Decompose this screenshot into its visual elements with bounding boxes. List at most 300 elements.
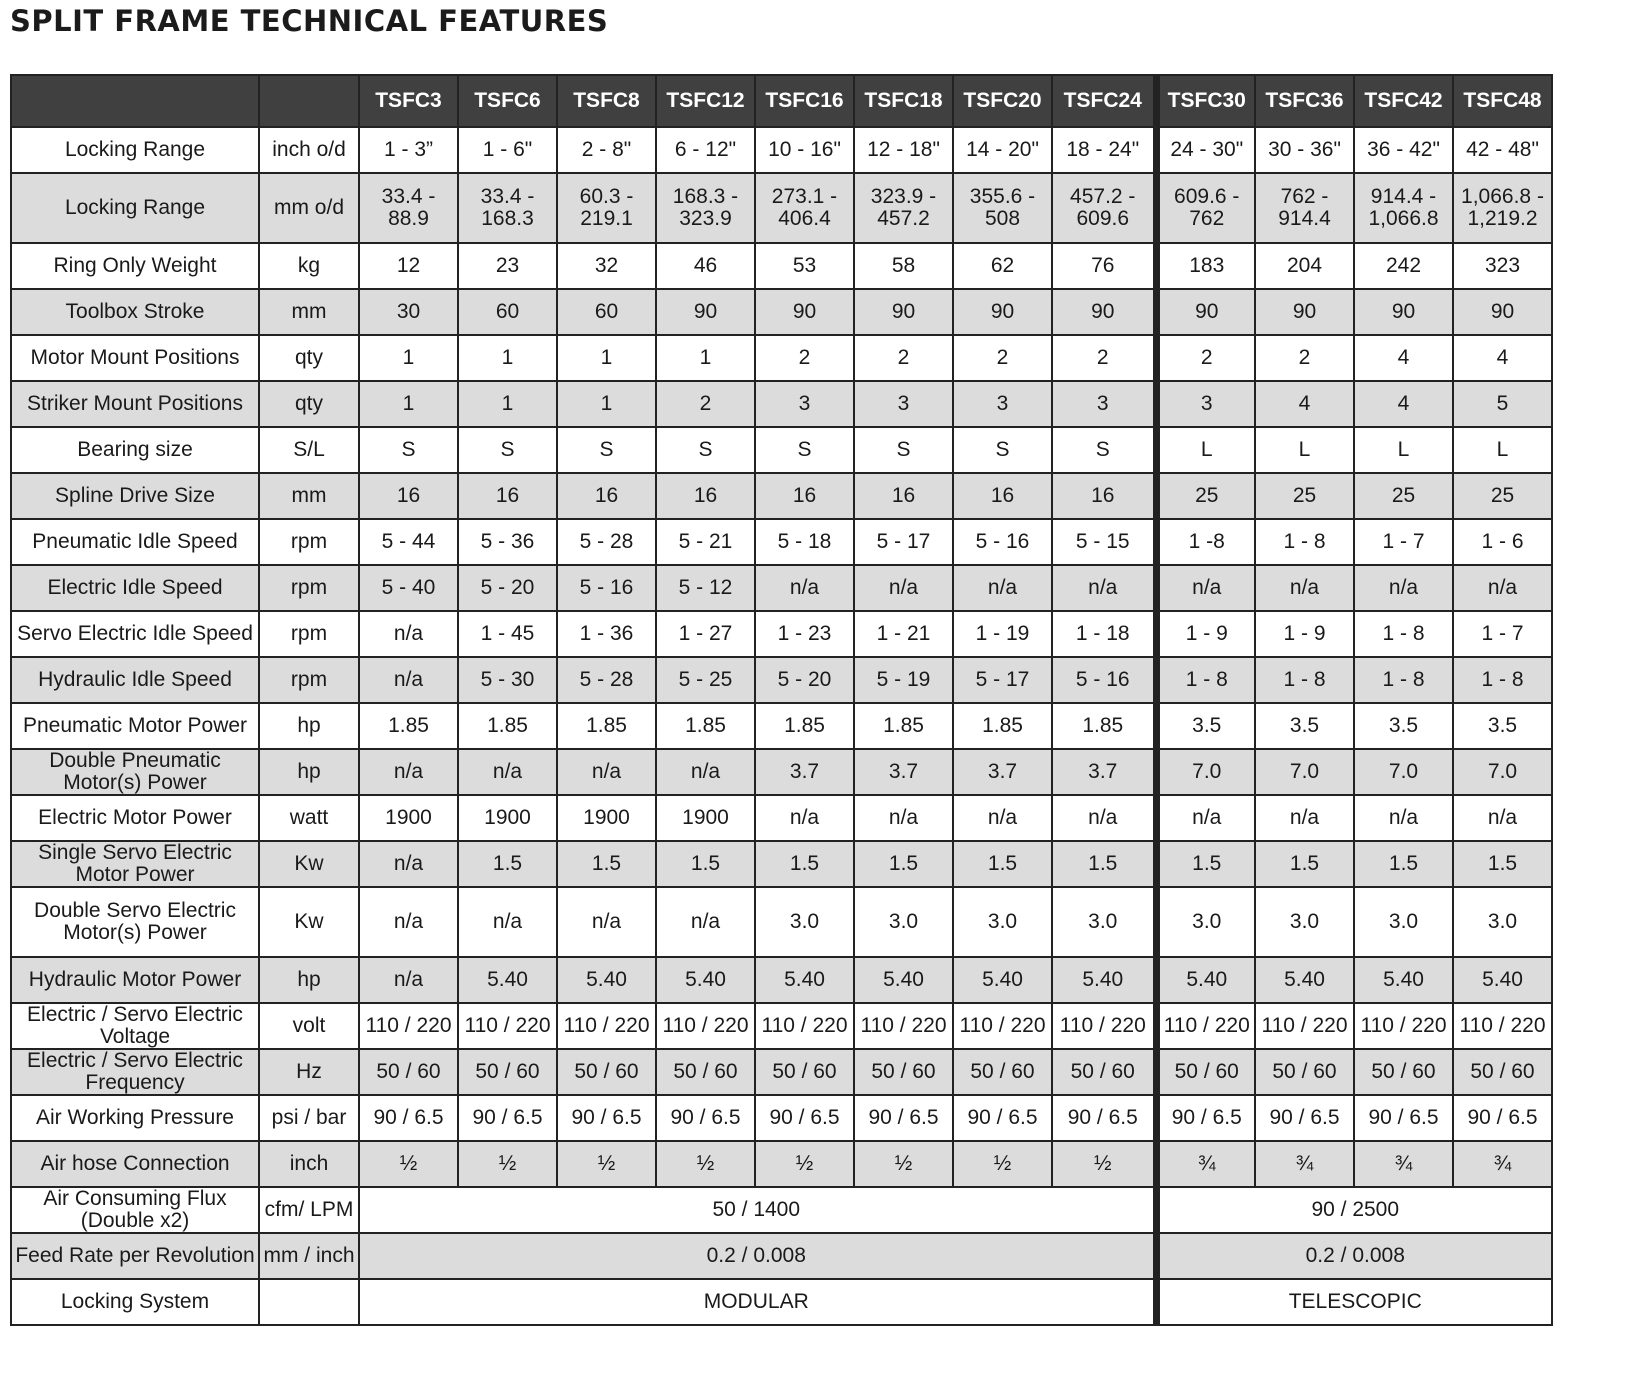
value-cell: 1 - 6" bbox=[458, 127, 557, 173]
value-cell: S bbox=[755, 427, 854, 473]
value-cell: 90 / 6.5 bbox=[755, 1095, 854, 1141]
value-cell: 1 - 8 bbox=[1255, 519, 1354, 565]
value-cell: 5 - 15 bbox=[1052, 519, 1156, 565]
value-cell: 16 bbox=[1052, 473, 1156, 519]
value-cell: 1900 bbox=[656, 795, 755, 841]
value-cell: 30 bbox=[359, 289, 458, 335]
value-cell: n/a bbox=[755, 795, 854, 841]
value-cell: ¾ bbox=[1354, 1141, 1453, 1187]
value-cell: n/a bbox=[359, 957, 458, 1003]
model-header-tsfc12: TSFC12 bbox=[656, 75, 755, 127]
value-cell: n/a bbox=[458, 749, 557, 795]
value-cell: n/a bbox=[854, 565, 953, 611]
row-unit: qty bbox=[259, 335, 359, 381]
table-row bbox=[11, 795, 1552, 841]
value-cell: 16 bbox=[458, 473, 557, 519]
value-cell: 7.0 bbox=[1156, 749, 1255, 795]
value-cell: 3 bbox=[1052, 381, 1156, 427]
value-cell: n/a bbox=[557, 749, 656, 795]
value-cell: 25 bbox=[1156, 473, 1255, 519]
row-label: Single Servo Electric Motor Power bbox=[11, 841, 259, 887]
value-cell: 3.0 bbox=[854, 887, 953, 957]
value-cell: 1.5 bbox=[1052, 841, 1156, 887]
value-cell: 2 bbox=[953, 335, 1052, 381]
value-cell: n/a bbox=[854, 795, 953, 841]
table-row bbox=[11, 1187, 1552, 1233]
value-cell: 50 / 60 bbox=[1453, 1049, 1552, 1095]
value-cell: n/a bbox=[359, 611, 458, 657]
value-cell: 90 / 6.5 bbox=[557, 1095, 656, 1141]
value-cell: n/a bbox=[359, 749, 458, 795]
value-cell: 5 - 18 bbox=[755, 519, 854, 565]
value-cell: 2 bbox=[1255, 335, 1354, 381]
table-row bbox=[11, 887, 1552, 957]
value-cell: 1 - 7 bbox=[1453, 611, 1552, 657]
value-cell: n/a bbox=[656, 749, 755, 795]
value-cell: ¾ bbox=[1156, 1141, 1255, 1187]
value-cell: 90 bbox=[953, 289, 1052, 335]
value-cell: 23 bbox=[458, 243, 557, 289]
value-cell: 1 - 8 bbox=[1354, 611, 1453, 657]
value-cell: 3.7 bbox=[953, 749, 1052, 795]
value-cell: 90 / 6.5 bbox=[1354, 1095, 1453, 1141]
value-cell: 90 / 6.5 bbox=[1255, 1095, 1354, 1141]
value-cell: n/a bbox=[1453, 565, 1552, 611]
value-cell: 1 bbox=[458, 335, 557, 381]
value-cell: 16 bbox=[953, 473, 1052, 519]
value-cell: 3 bbox=[854, 381, 953, 427]
value-cell: 58 bbox=[854, 243, 953, 289]
value-cell: 62 bbox=[953, 243, 1052, 289]
value-cell: 10 - 16" bbox=[755, 127, 854, 173]
value-cell: 1.5 bbox=[1453, 841, 1552, 887]
table-row bbox=[11, 1233, 1552, 1279]
value-cell: 90 bbox=[656, 289, 755, 335]
row-label: Air Working Pressure bbox=[11, 1095, 259, 1141]
value-cell: 6 - 12" bbox=[656, 127, 755, 173]
group-value-modular-range: 0.2 / 0.008 bbox=[359, 1233, 1156, 1279]
value-cell: 5.40 bbox=[953, 957, 1052, 1003]
table-row bbox=[11, 1049, 1552, 1095]
table-row bbox=[11, 381, 1552, 427]
value-cell: 30 - 36" bbox=[1255, 127, 1354, 173]
table-row bbox=[11, 473, 1552, 519]
row-label: Hydraulic Motor Power bbox=[11, 957, 259, 1003]
value-cell: n/a bbox=[1354, 565, 1453, 611]
value-cell: 4 bbox=[1354, 335, 1453, 381]
value-cell: 5.40 bbox=[755, 957, 854, 1003]
value-cell: 60 bbox=[458, 289, 557, 335]
value-cell: S bbox=[656, 427, 755, 473]
table-row bbox=[11, 957, 1552, 1003]
value-cell: ½ bbox=[557, 1141, 656, 1187]
value-cell: 33.4 - 168.3 bbox=[458, 173, 557, 243]
value-cell: n/a bbox=[953, 795, 1052, 841]
table-row bbox=[11, 173, 1552, 243]
row-unit: hp bbox=[259, 749, 359, 795]
group-value-telescopic-range: 90 / 2500 bbox=[1156, 1187, 1552, 1233]
value-cell: 90 / 6.5 bbox=[1052, 1095, 1156, 1141]
model-header-tsfc48: TSFC48 bbox=[1453, 75, 1552, 127]
value-cell: n/a bbox=[1156, 795, 1255, 841]
value-cell: 1 - 8 bbox=[1255, 657, 1354, 703]
page-title: SPLIT FRAME TECHNICAL FEATURES bbox=[10, 4, 609, 38]
row-unit: S/L bbox=[259, 427, 359, 473]
row-label: Servo Electric Idle Speed bbox=[11, 611, 259, 657]
value-cell: n/a bbox=[1453, 795, 1552, 841]
value-cell: ½ bbox=[359, 1141, 458, 1187]
model-header-tsfc42: TSFC42 bbox=[1354, 75, 1453, 127]
row-label: Electric / Servo Electric Frequency bbox=[11, 1049, 259, 1095]
value-cell: 76 bbox=[1052, 243, 1156, 289]
value-cell: 5 - 16 bbox=[953, 519, 1052, 565]
value-cell: 3.7 bbox=[854, 749, 953, 795]
row-unit: mm bbox=[259, 473, 359, 519]
value-cell: 90 bbox=[755, 289, 854, 335]
value-cell: 25 bbox=[1255, 473, 1354, 519]
model-header-tsfc24: TSFC24 bbox=[1052, 75, 1156, 127]
value-cell: 90 / 6.5 bbox=[854, 1095, 953, 1141]
row-label: Hydraulic Idle Speed bbox=[11, 657, 259, 703]
value-cell: L bbox=[1354, 427, 1453, 473]
value-cell: ½ bbox=[1052, 1141, 1156, 1187]
value-cell: 914.4 - 1,066.8 bbox=[1354, 173, 1453, 243]
row-unit: mm o/d bbox=[259, 173, 359, 243]
row-label: Air Consuming Flux (Double x2) bbox=[11, 1187, 259, 1233]
value-cell: 1 bbox=[359, 335, 458, 381]
value-cell: 3.0 bbox=[1453, 887, 1552, 957]
value-cell: 1 bbox=[656, 335, 755, 381]
value-cell: 1 - 21 bbox=[854, 611, 953, 657]
value-cell: 50 / 60 bbox=[1354, 1049, 1453, 1095]
value-cell: 1 bbox=[557, 335, 656, 381]
row-unit: rpm bbox=[259, 519, 359, 565]
row-label: Electric Motor Power bbox=[11, 795, 259, 841]
row-unit: mm / inch bbox=[259, 1233, 359, 1279]
value-cell: S bbox=[458, 427, 557, 473]
row-label: Bearing size bbox=[11, 427, 259, 473]
value-cell: 5.40 bbox=[458, 957, 557, 1003]
table-row bbox=[11, 1279, 1552, 1325]
row-label: Locking Range bbox=[11, 173, 259, 243]
value-cell: 1.5 bbox=[1255, 841, 1354, 887]
value-cell: 5.40 bbox=[656, 957, 755, 1003]
value-cell: 5 - 17 bbox=[953, 657, 1052, 703]
value-cell: 2 bbox=[755, 335, 854, 381]
value-cell: 1 - 8 bbox=[1156, 657, 1255, 703]
value-cell: 5 - 28 bbox=[557, 657, 656, 703]
value-cell: 5 - 36 bbox=[458, 519, 557, 565]
value-cell: 5 - 21 bbox=[656, 519, 755, 565]
value-cell: 1.5 bbox=[953, 841, 1052, 887]
value-cell: 90 / 6.5 bbox=[458, 1095, 557, 1141]
value-cell: 5 - 20 bbox=[458, 565, 557, 611]
value-cell: S bbox=[1052, 427, 1156, 473]
row-unit: hp bbox=[259, 703, 359, 749]
row-unit: cfm/ LPM bbox=[259, 1187, 359, 1233]
value-cell: 609.6 - 762 bbox=[1156, 173, 1255, 243]
row-label: Feed Rate per Revolution bbox=[11, 1233, 259, 1279]
value-cell: n/a bbox=[557, 887, 656, 957]
technical-features-table bbox=[10, 74, 1553, 1326]
value-cell: L bbox=[1453, 427, 1552, 473]
model-header-tsfc6: TSFC6 bbox=[458, 75, 557, 127]
value-cell: 16 bbox=[854, 473, 953, 519]
value-cell: 14 - 20" bbox=[953, 127, 1052, 173]
row-label: Motor Mount Positions bbox=[11, 335, 259, 381]
value-cell: n/a bbox=[458, 887, 557, 957]
value-cell: 1.85 bbox=[854, 703, 953, 749]
value-cell: 50 / 60 bbox=[359, 1049, 458, 1095]
value-cell: 1.85 bbox=[458, 703, 557, 749]
value-cell: 5 - 28 bbox=[557, 519, 656, 565]
value-cell: 5.40 bbox=[1255, 957, 1354, 1003]
value-cell: 323 bbox=[1453, 243, 1552, 289]
value-cell: n/a bbox=[656, 887, 755, 957]
value-cell: 110 / 220 bbox=[854, 1003, 953, 1049]
value-cell: 457.2 - 609.6 bbox=[1052, 173, 1156, 243]
table-row bbox=[11, 703, 1552, 749]
model-header-tsfc36: TSFC36 bbox=[1255, 75, 1354, 127]
value-cell: 7.0 bbox=[1453, 749, 1552, 795]
value-cell: ½ bbox=[458, 1141, 557, 1187]
value-cell: 1.5 bbox=[854, 841, 953, 887]
value-cell: 5 bbox=[1453, 381, 1552, 427]
value-cell: 60 bbox=[557, 289, 656, 335]
row-unit: kg bbox=[259, 243, 359, 289]
value-cell: 90 bbox=[1255, 289, 1354, 335]
value-cell: 110 / 220 bbox=[1453, 1003, 1552, 1049]
value-cell: 50 / 60 bbox=[656, 1049, 755, 1095]
row-label: Pneumatic Idle Speed bbox=[11, 519, 259, 565]
table-row bbox=[11, 519, 1552, 565]
value-cell: 1.5 bbox=[557, 841, 656, 887]
value-cell: 5.40 bbox=[1354, 957, 1453, 1003]
value-cell: 1.5 bbox=[656, 841, 755, 887]
value-cell: 3.0 bbox=[755, 887, 854, 957]
value-cell: 3.0 bbox=[953, 887, 1052, 957]
row-label: Double Servo Electric Motor(s) Power bbox=[11, 887, 259, 957]
value-cell: 1.5 bbox=[1354, 841, 1453, 887]
value-cell: 110 / 220 bbox=[1255, 1003, 1354, 1049]
value-cell: ½ bbox=[854, 1141, 953, 1187]
value-cell: 5 - 17 bbox=[854, 519, 953, 565]
model-header-tsfc30: TSFC30 bbox=[1156, 75, 1255, 127]
value-cell: 1 -8 bbox=[1156, 519, 1255, 565]
row-label: Locking System bbox=[11, 1279, 259, 1325]
group-value-modular-range: MODULAR bbox=[359, 1279, 1156, 1325]
table-row bbox=[11, 289, 1552, 335]
value-cell: 5.40 bbox=[557, 957, 656, 1003]
model-header-tsfc3: TSFC3 bbox=[359, 75, 458, 127]
value-cell: 1 - 19 bbox=[953, 611, 1052, 657]
row-label: Toolbox Stroke bbox=[11, 289, 259, 335]
table-row bbox=[11, 243, 1552, 289]
value-cell: 50 / 60 bbox=[1255, 1049, 1354, 1095]
group-value-telescopic-range: TELESCOPIC bbox=[1156, 1279, 1552, 1325]
value-cell: 242 bbox=[1354, 243, 1453, 289]
value-cell: 1 - 6 bbox=[1453, 519, 1552, 565]
value-cell: 1.85 bbox=[359, 703, 458, 749]
value-cell: 50 / 60 bbox=[458, 1049, 557, 1095]
value-cell: 1.85 bbox=[755, 703, 854, 749]
value-cell: S bbox=[557, 427, 656, 473]
group-value-modular-range: 50 / 1400 bbox=[359, 1187, 1156, 1233]
table-row bbox=[11, 127, 1552, 173]
value-cell: 7.0 bbox=[1354, 749, 1453, 795]
table-row bbox=[11, 565, 1552, 611]
header-label-cell bbox=[11, 75, 259, 127]
value-cell: 90 / 6.5 bbox=[1453, 1095, 1552, 1141]
value-cell: 110 / 220 bbox=[755, 1003, 854, 1049]
row-unit: psi / bar bbox=[259, 1095, 359, 1141]
value-cell: 5 - 20 bbox=[755, 657, 854, 703]
row-label: Pneumatic Motor Power bbox=[11, 703, 259, 749]
row-unit: rpm bbox=[259, 657, 359, 703]
value-cell: 110 / 220 bbox=[557, 1003, 656, 1049]
value-cell: n/a bbox=[1156, 565, 1255, 611]
value-cell: n/a bbox=[1255, 795, 1354, 841]
value-cell: 2 - 8" bbox=[557, 127, 656, 173]
value-cell: 3.5 bbox=[1156, 703, 1255, 749]
row-label: Ring Only Weight bbox=[11, 243, 259, 289]
value-cell: n/a bbox=[1052, 565, 1156, 611]
value-cell: 12 bbox=[359, 243, 458, 289]
value-cell: 110 / 220 bbox=[1052, 1003, 1156, 1049]
value-cell: 50 / 60 bbox=[854, 1049, 953, 1095]
value-cell: 5 - 12 bbox=[656, 565, 755, 611]
value-cell: 4 bbox=[1453, 335, 1552, 381]
header-unit-cell bbox=[259, 75, 359, 127]
table-row bbox=[11, 1095, 1552, 1141]
value-cell: 2 bbox=[1156, 335, 1255, 381]
value-cell: 1 - 45 bbox=[458, 611, 557, 657]
value-cell: 1 - 27 bbox=[656, 611, 755, 657]
value-cell: 16 bbox=[359, 473, 458, 519]
row-unit bbox=[259, 1279, 359, 1325]
value-cell: 110 / 220 bbox=[1354, 1003, 1453, 1049]
value-cell: 7.0 bbox=[1255, 749, 1354, 795]
value-cell: 1 - 9 bbox=[1255, 611, 1354, 657]
value-cell: S bbox=[359, 427, 458, 473]
value-cell: 1 - 23 bbox=[755, 611, 854, 657]
value-cell: ½ bbox=[656, 1141, 755, 1187]
value-cell: 5.40 bbox=[854, 957, 953, 1003]
value-cell: 110 / 220 bbox=[458, 1003, 557, 1049]
value-cell: ¾ bbox=[1453, 1141, 1552, 1187]
value-cell: 110 / 220 bbox=[359, 1003, 458, 1049]
value-cell: 5 - 16 bbox=[557, 565, 656, 611]
row-label: Electric / Servo Electric Voltage bbox=[11, 1003, 259, 1049]
value-cell: 90 / 6.5 bbox=[359, 1095, 458, 1141]
value-cell: 110 / 220 bbox=[656, 1003, 755, 1049]
model-header-tsfc18: TSFC18 bbox=[854, 75, 953, 127]
value-cell: 1 - 3” bbox=[359, 127, 458, 173]
value-cell: ¾ bbox=[1255, 1141, 1354, 1187]
row-unit: watt bbox=[259, 795, 359, 841]
value-cell: 3.0 bbox=[1255, 887, 1354, 957]
row-unit: inch o/d bbox=[259, 127, 359, 173]
row-label: Double Pneumatic Motor(s) Power bbox=[11, 749, 259, 795]
value-cell: 3.0 bbox=[1052, 887, 1156, 957]
value-cell: 90 / 6.5 bbox=[1156, 1095, 1255, 1141]
value-cell: 90 / 6.5 bbox=[953, 1095, 1052, 1141]
value-cell: 1.5 bbox=[755, 841, 854, 887]
value-cell: 1 bbox=[557, 381, 656, 427]
value-cell: 2 bbox=[656, 381, 755, 427]
value-cell: 12 - 18" bbox=[854, 127, 953, 173]
value-cell: 5 - 25 bbox=[656, 657, 755, 703]
value-cell: 1 - 8 bbox=[1354, 657, 1453, 703]
value-cell: 90 bbox=[854, 289, 953, 335]
value-cell: ½ bbox=[953, 1141, 1052, 1187]
value-cell: 25 bbox=[1354, 473, 1453, 519]
table-row bbox=[11, 1003, 1552, 1049]
value-cell: 1.85 bbox=[953, 703, 1052, 749]
table-row bbox=[11, 427, 1552, 473]
value-cell: 1 bbox=[458, 381, 557, 427]
value-cell: 90 bbox=[1354, 289, 1453, 335]
value-cell: 1 - 18 bbox=[1052, 611, 1156, 657]
value-cell: 5 - 19 bbox=[854, 657, 953, 703]
table-row bbox=[11, 657, 1552, 703]
row-unit: qty bbox=[259, 381, 359, 427]
table-body bbox=[11, 127, 1552, 1325]
value-cell: 36 - 42" bbox=[1354, 127, 1453, 173]
value-cell: 1.85 bbox=[557, 703, 656, 749]
value-cell: 204 bbox=[1255, 243, 1354, 289]
value-cell: 1.5 bbox=[458, 841, 557, 887]
value-cell: 3.5 bbox=[1255, 703, 1354, 749]
value-cell: 3.0 bbox=[1156, 887, 1255, 957]
value-cell: 110 / 220 bbox=[953, 1003, 1052, 1049]
value-cell: 90 / 6.5 bbox=[656, 1095, 755, 1141]
value-cell: 90 bbox=[1052, 289, 1156, 335]
value-cell: n/a bbox=[359, 841, 458, 887]
value-cell: 5.40 bbox=[1156, 957, 1255, 1003]
value-cell: 3 bbox=[755, 381, 854, 427]
row-label: Locking Range bbox=[11, 127, 259, 173]
model-header-tsfc8: TSFC8 bbox=[557, 75, 656, 127]
value-cell: 5 - 40 bbox=[359, 565, 458, 611]
row-unit: mm bbox=[259, 289, 359, 335]
row-unit: Kw bbox=[259, 887, 359, 957]
value-cell: 2 bbox=[1052, 335, 1156, 381]
value-cell: 4 bbox=[1354, 381, 1453, 427]
row-unit: hp bbox=[259, 957, 359, 1003]
table-row bbox=[11, 841, 1552, 887]
table-row bbox=[11, 749, 1552, 795]
row-unit: rpm bbox=[259, 565, 359, 611]
value-cell: 5.40 bbox=[1453, 957, 1552, 1003]
value-cell: 24 - 30" bbox=[1156, 127, 1255, 173]
value-cell: 5 - 16 bbox=[1052, 657, 1156, 703]
value-cell: 53 bbox=[755, 243, 854, 289]
value-cell: 273.1 - 406.4 bbox=[755, 173, 854, 243]
model-header-tsfc20: TSFC20 bbox=[953, 75, 1052, 127]
value-cell: 5.40 bbox=[1052, 957, 1156, 1003]
value-cell: n/a bbox=[359, 657, 458, 703]
value-cell: 1 - 36 bbox=[557, 611, 656, 657]
value-cell: L bbox=[1255, 427, 1354, 473]
value-cell: 90 bbox=[1156, 289, 1255, 335]
value-cell: S bbox=[953, 427, 1052, 473]
value-cell: 1 - 9 bbox=[1156, 611, 1255, 657]
value-cell: 32 bbox=[557, 243, 656, 289]
value-cell: 42 - 48" bbox=[1453, 127, 1552, 173]
table-row bbox=[11, 1141, 1552, 1187]
value-cell: 1,066.8 - 1,219.2 bbox=[1453, 173, 1552, 243]
